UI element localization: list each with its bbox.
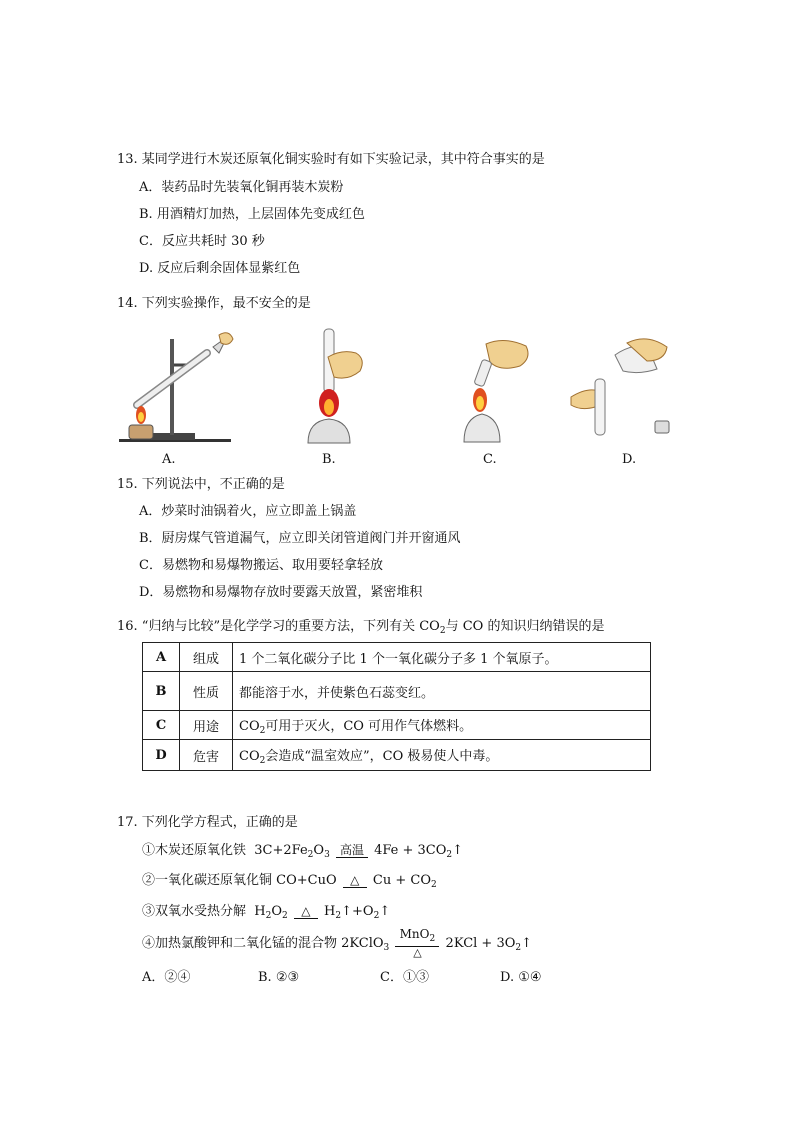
table-row: [143, 740, 651, 771]
q13-option-d: D. 反应后剩余固体显紫红色: [139, 261, 301, 276]
row-text: $CO_2$可用于灭火，CO 可用作气体燃料。: [233, 711, 651, 740]
figure-b-label: B.: [322, 452, 336, 467]
table-row: [143, 643, 651, 672]
q17-stem: 17. 下列化学方程式，正确的是: [117, 815, 298, 830]
q17-answer-d: D. ①④: [500, 970, 542, 985]
q13-option-b: B. 用酒精灯加热，上层固体先变成红色: [139, 207, 365, 222]
eq2-condition: △: [350, 872, 360, 887]
q17-answer-a: A．②④: [142, 970, 191, 985]
figure-d-label: D.: [622, 452, 637, 467]
row-text: $CO_2$会造成“温室效应”，CO 极易使人中毒。: [233, 740, 651, 771]
row-key: D: [143, 740, 180, 771]
q15-option-b: B．厨房煤气管道漏气，应立即关闭管道阀门并开窗通风: [139, 531, 461, 546]
equation-1: ①木炭还原氧化铁 $3C+2Fe_2O_3$ 高温 $4Fe + 3CO_2↑$: [142, 842, 464, 860]
figure-c-lighting-lamp: [460, 338, 535, 448]
figure-a-heating-apparatus: [115, 325, 240, 447]
equation-4: ④加热氯酸钾和二氧化锰的混合物 2KClO$_3$ MnO$_2$ △ $2KCl + 3O_2↑$: [142, 927, 533, 959]
row-category: 组成: [180, 643, 233, 672]
row-key: A: [143, 643, 180, 672]
q15-stem: 15. 下列说法中，不正确的是: [117, 477, 285, 492]
table-row: [143, 711, 651, 740]
row-text: 1 个二氧化碳分子比 1 个一氧化碳分子多 1 个氧原子。: [233, 643, 651, 672]
figure-c-label: C.: [483, 452, 497, 467]
eq3-condition: △: [301, 903, 311, 918]
q13-stem: 13. 某同学进行木炭还原氧化铜实验时有如下实验记录，其中符合事实的是: [117, 152, 545, 167]
q13-option-a: A．装药品时先装氧化铜再装木炭粉: [139, 180, 344, 195]
figure-d-pouring-liquid: [565, 333, 675, 443]
comparison-table: [142, 642, 651, 771]
eq4-condition: △: [413, 946, 422, 959]
equation-2: ②一氧化碳还原氧化铜 CO+CuO △ $Cu + CO_2$: [142, 872, 437, 890]
equation-3: ③双氧水受热分解 $H_2O_2$ △ $H_2↑+O_2↑$: [142, 903, 391, 921]
eq1-condition: 高温: [339, 842, 364, 857]
row-text: 都能溶于水，并使紫色石蕊变红。: [233, 672, 651, 711]
q15-option-c: C．易燃物和易爆物搬运、取用要轻拿轻放: [139, 558, 383, 573]
q17-answer-b: B. ②③: [258, 970, 300, 985]
row-key: C: [143, 711, 180, 740]
q15-option-d: D．易燃物和易爆物存放时要露天放置，紧密堆积: [139, 585, 423, 600]
q15-option-a: A．炒菜时油锅着火，应立即盖上锅盖: [139, 504, 357, 519]
eq4-catalyst: MnO: [399, 927, 430, 941]
figure-b-tube-over-flame: [298, 325, 378, 447]
row-category: 性质: [180, 672, 233, 711]
q14-stem: 14. 下列实验操作，最不安全的是: [117, 296, 311, 311]
row-category: 危害: [180, 740, 233, 771]
row-category: 用途: [180, 711, 233, 740]
figure-a-label: A.: [162, 452, 176, 467]
q16-stem: 16. “归纳与比较”是化学学习的重要方法，下列有关 $CO_2$与 CO 的知识归纳错误的是: [117, 619, 605, 636]
row-key: B: [143, 672, 180, 711]
q13-option-c: C．反应共耗时 30 秒: [139, 234, 265, 249]
q17-answer-c: C．①③: [380, 970, 429, 985]
table-row: [143, 672, 651, 711]
